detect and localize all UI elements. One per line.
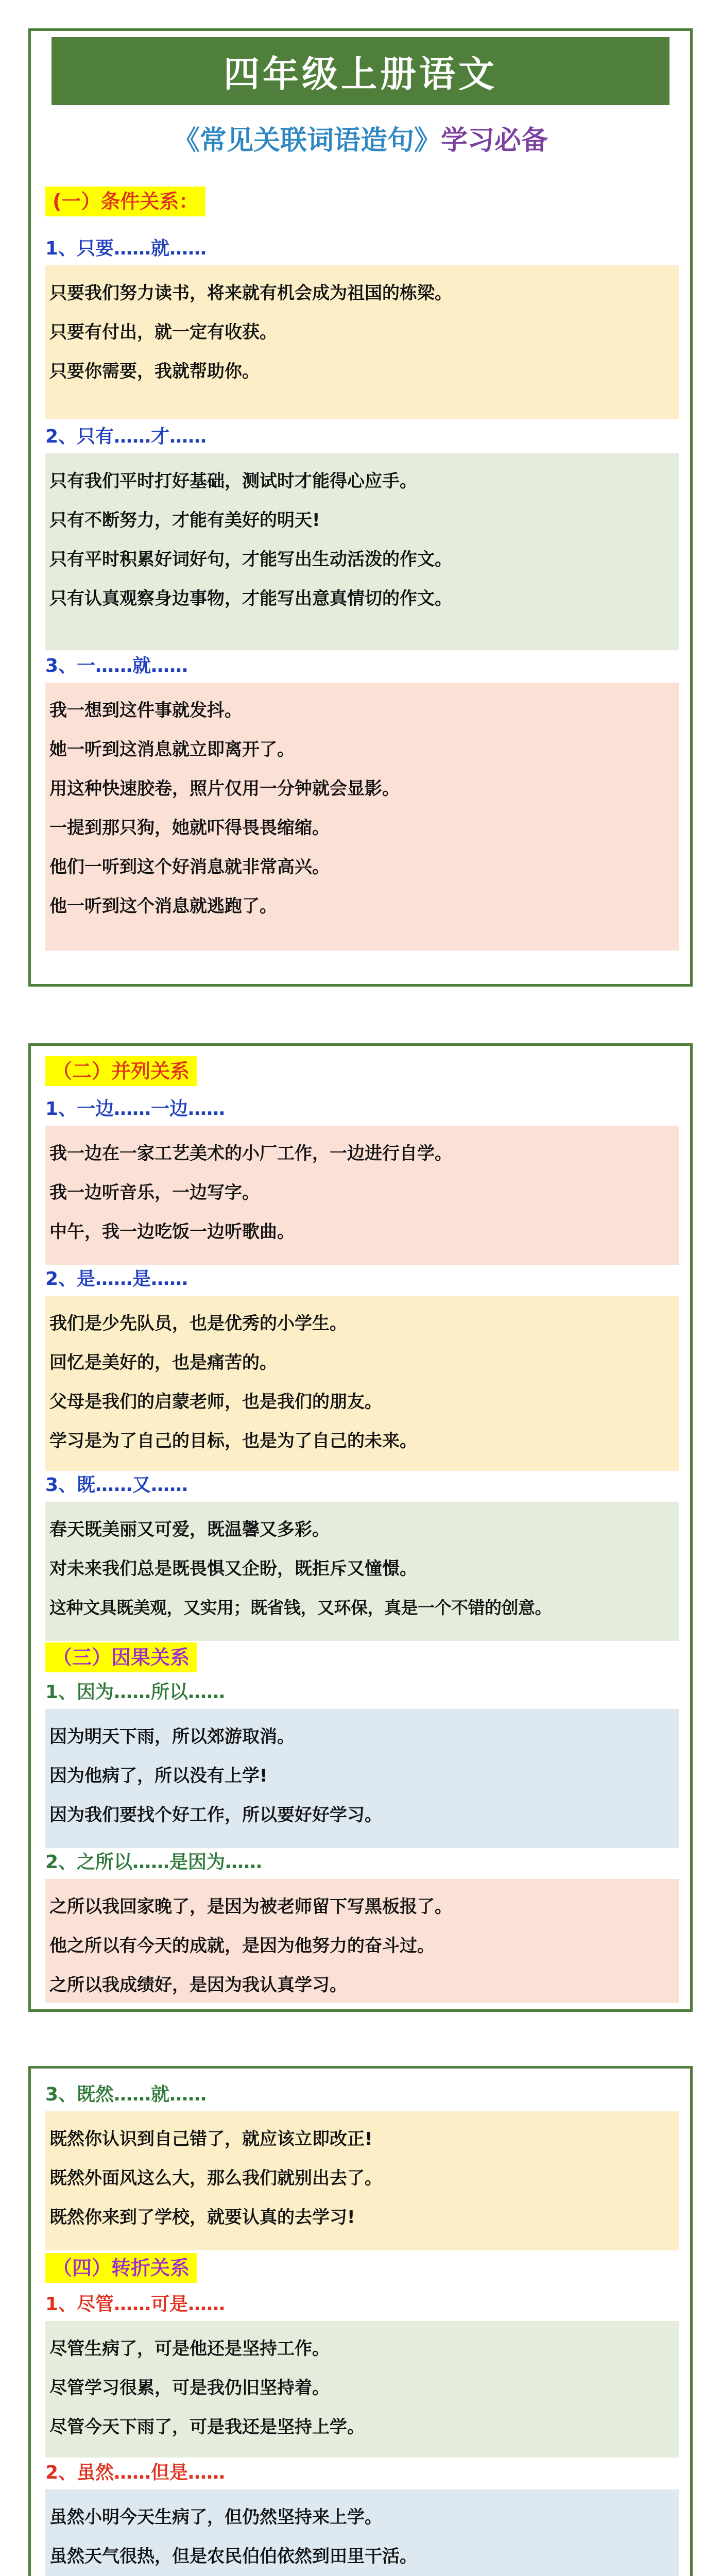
group-label: 3、既……又…… [45,1475,188,1496]
page-title: 四年级上册语文 [224,52,497,95]
card-parallel-causal [28,1043,693,2012]
group-label: 2、之所以……是因为…… [45,1852,263,1873]
section-label-contrast: （四）转折关系 [45,2253,197,2283]
example-sentence: 尽管今天下雨了，可是我还是坚持上学。 [49,2417,365,2437]
example-sentence: 用这种快速胶卷，照片仅用一分钟就会显影。 [49,778,400,799]
example-sentence: 这种文具既美观，又实用；既省钱，又环保，真是一个不错的创意。 [49,1598,552,1618]
example-sentence: 父母是我们的启蒙老师，也是我们的朋友。 [49,1392,382,1412]
example-sentence: 只有我们平时打好基础，测试时才能得心应手。 [49,471,417,492]
section-label-causal: （三）因果关系 [45,1642,197,1672]
example-box [45,1502,679,1641]
group-label: 3、既然……就…… [45,2084,207,2105]
card-conditional [28,28,693,987]
example-sentence: 既然外面风这么大，那么我们就别出去了。 [49,2168,382,2189]
example-box [45,1879,679,2003]
example-box [45,2321,679,2458]
example-sentence: 回忆是美好的，也是痛苦的。 [49,1352,277,1373]
example-sentence: 只要我们努力读书，将来就有机会成为祖国的栋梁。 [49,283,452,303]
example-sentence: 中午，我一边吃饭一边听歌曲。 [49,1222,295,1242]
group-label: 1、一边……一边…… [45,1098,226,1120]
example-box [45,1709,679,1848]
group-label: 3、一……就…… [45,655,188,676]
example-sentence: 她一听到这消息就立即离开了。 [49,739,295,760]
example-sentence: 只要你需要，我就帮助你。 [49,361,260,382]
example-sentence: 尽管生病了，可是他还是坚持工作。 [49,2338,330,2359]
subtitle-book: 《常见关联词语造句》 [173,125,441,156]
group-label: 1、尽管……可是…… [45,2294,226,2315]
example-sentence: 既然你来到了学校，就要认真的去学习! [49,2207,355,2228]
subtitle-rest: 学习必备 [441,125,548,156]
example-sentence: 我一边在一家工艺美术的小厂工作，一边进行自学。 [49,1143,452,1164]
group-label: 2、只有……才…… [45,426,207,447]
example-sentence: 之所以我成绩好，是因为我认真学习。 [49,1975,347,1995]
example-sentence: 既然你认识到自己错了，就应该立即改正! [49,2129,373,2149]
example-box [45,453,679,650]
example-sentence: 只要有付出，就一定有收获。 [49,322,277,343]
example-sentence: 虽然天气很热，但是农民伯伯依然到田里干活。 [49,2546,417,2567]
example-sentence: 我们是少先队员，也是优秀的小学生。 [49,1313,347,1334]
example-sentence: 尽管学习很累，可是我仍旧坚持着。 [49,2378,330,2398]
example-box [45,683,679,951]
section-label-parallel: （二）并列关系 [45,1056,197,1086]
group-label: 1、因为……所以…… [45,1682,226,1703]
example-sentence: 虽然小明今天生病了，但仍然坚持来上学。 [49,2507,382,2528]
example-sentence: 他之所以有今天的成就，是因为他努力的奋斗过。 [49,1936,435,1956]
example-sentence: 春天既美丽又可爱，既温馨又多彩。 [49,1519,330,1540]
example-sentence: 之所以我回家晚了，是因为被老师留下写黑板报了。 [49,1896,452,1917]
example-sentence: 对未来我们总是既畏惧又企盼，既拒斥又憧憬。 [49,1558,417,1579]
example-sentence: 学习是为了自己的目标，也是为了自己的未来。 [49,1431,417,1451]
example-sentence: 一提到那只狗，她就吓得畏畏缩缩。 [49,818,330,838]
example-sentence: 只有认真观察身边事物，才能写出意真情切的作文。 [49,588,452,609]
example-sentence: 只有平时积累好词好句，才能写出生动活泼的作文。 [49,549,452,570]
example-sentence: 因为我们要找个好工作，所以要好好学习。 [49,1805,382,1825]
example-sentence: 我一想到这件事就发抖。 [49,700,242,721]
example-sentence: 因为他病了，所以没有上学! [49,1766,268,1786]
title-bar [52,37,670,105]
example-sentence: 因为明天下雨，所以郊游取消。 [49,1726,295,1747]
group-label: 2、虽然……但是…… [45,2462,226,2483]
section-label-conditional: (一）条件关系： [45,187,205,216]
example-sentence: 我一边听音乐，一边写字。 [49,1182,260,1203]
example-box [45,1296,679,1471]
card-causal-contrast [28,2066,693,2576]
example-sentence: 他一听到这个消息就逃跑了。 [49,896,277,917]
example-box [45,1126,679,1265]
example-sentence: 他们一听到这个好消息就非常高兴。 [49,857,330,877]
page-subtitle [31,118,690,157]
group-label: 2、是……是…… [45,1268,188,1290]
example-box [45,2111,679,2250]
group-label: 1、只要……就…… [45,238,207,259]
example-box [45,2489,679,2576]
example-sentence: 只有不断努力，才能有美好的明天! [49,510,320,531]
example-box [45,265,679,419]
